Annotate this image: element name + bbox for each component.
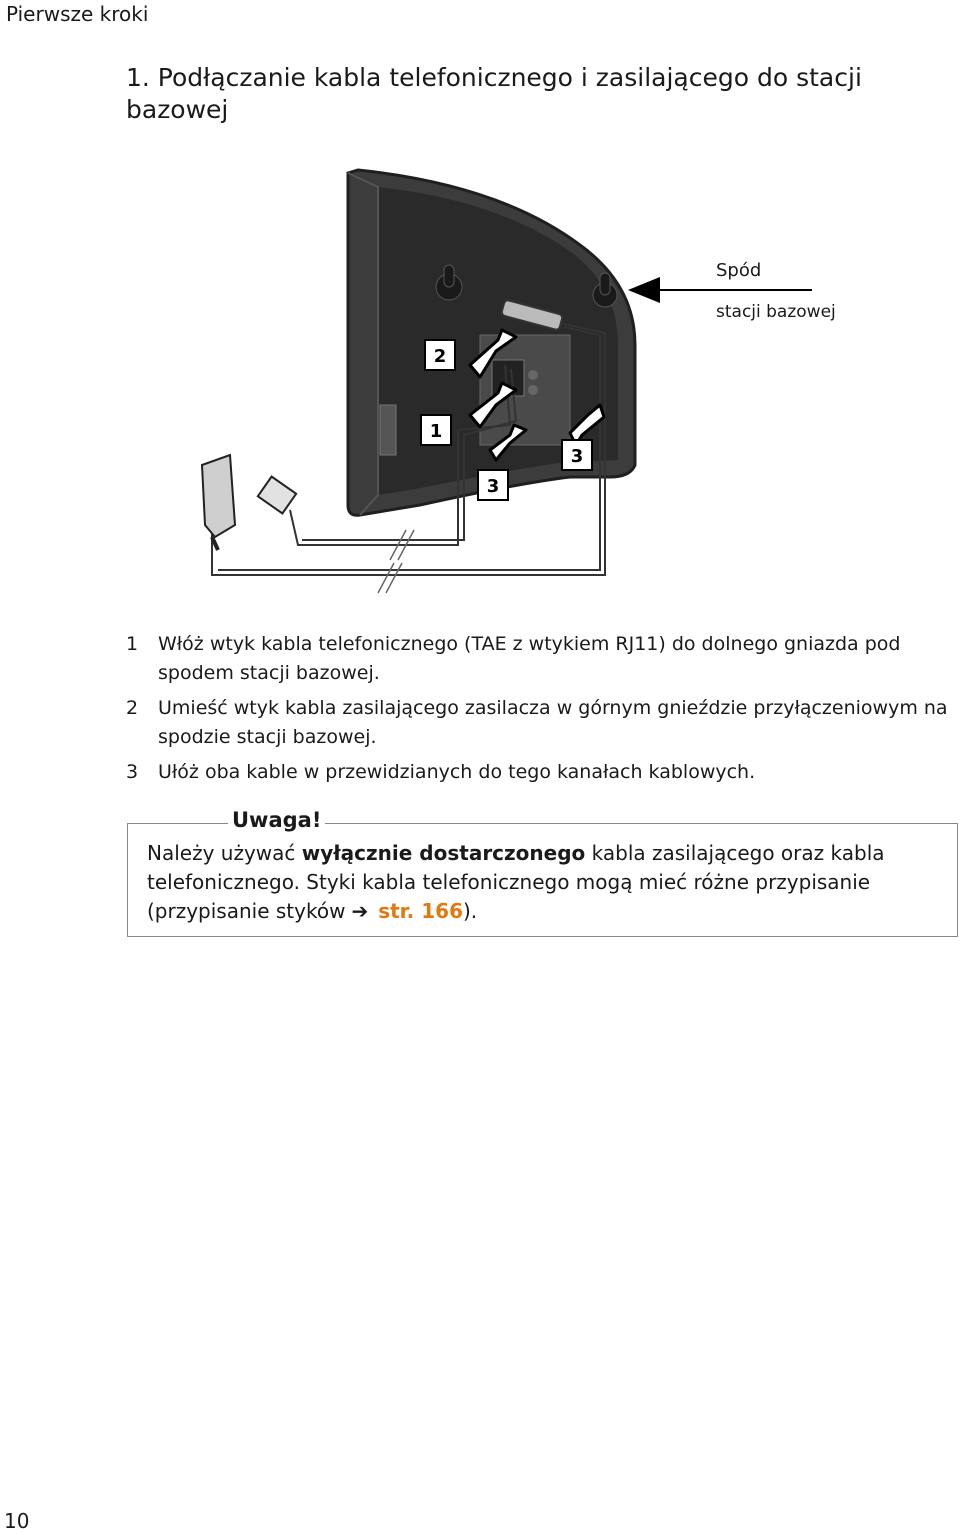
step-text: Umieść wtyk kabla zasilającego zasilacza w górnym gnieździe przyłączeniowym na spodzie stacji bazowej. [158,697,948,748]
rj11-plug [258,477,296,514]
step-item [126,630,956,688]
arrow-right-icon: ➔ [351,899,369,923]
section-header: Pierwsze kroki [6,2,149,26]
step-number: 2 [126,697,139,719]
page-title: 1. Podłączanie kabla telefonicznego i zasilającego do stacji bazowej [126,63,862,124]
steps-list [126,630,956,793]
step-number: 3 [126,761,139,783]
step-item [126,694,956,752]
note-bold: wyłącznie dostarczonego [301,841,586,865]
tae-plug [202,455,235,550]
label-2: 2 [433,346,447,367]
note-part3: ). [463,899,478,923]
note-part1: Należy używać [147,841,302,865]
callout [628,260,836,322]
step-text: Włóż wtyk kabla telefonicznego (TAE z wtykiem RJ11) do dolnego gniazda pod spodem stacji bazowej. [158,633,901,684]
page-reference-link[interactable]: str. 166 [378,899,463,923]
page-number: 10 [4,1509,30,1533]
note-text [147,839,937,926]
note-title: Uwaga! [228,808,325,832]
label-3b: 3 [570,446,584,467]
step-text: Ułóż oba kable w przewidzianych do tego kanałach kablowych. [158,761,756,783]
callout-line1: Spód [716,260,762,281]
label-3a: 3 [486,476,500,497]
label-1: 1 [429,421,443,442]
note-part2: kabla zasilającego oraz kabla telefonicznego. Styki kabla telefonicznego mogą mieć różne przypisanie (przypisanie styków [147,841,885,923]
step-item [126,758,956,787]
base-station-illustration [180,165,880,605]
step-number: 1 [126,633,139,655]
callout-line2: stacji bazowej [716,302,836,322]
